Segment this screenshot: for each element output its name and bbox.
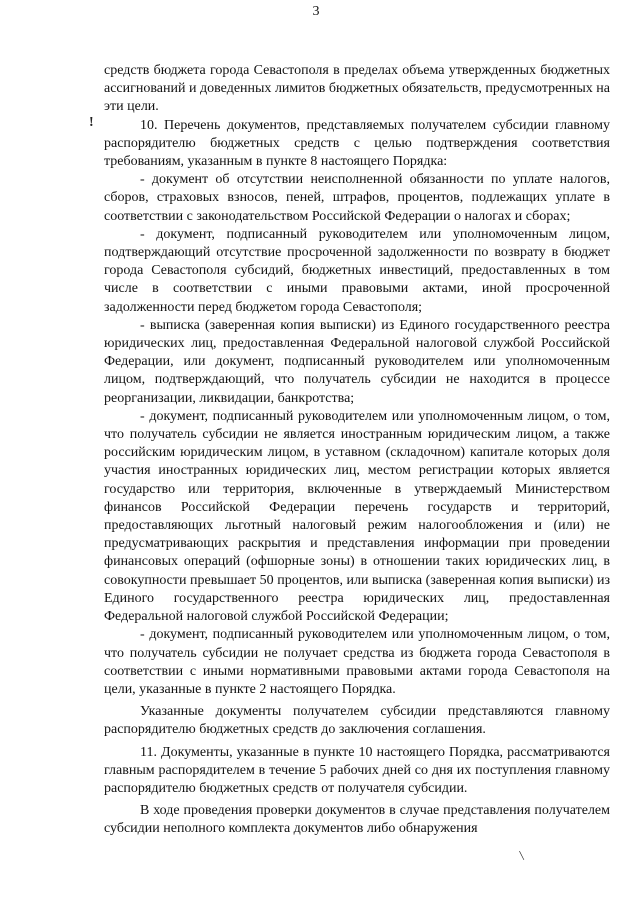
paragraph-documents-submission: Указанные документы получателем субсидии представляются главному распорядителю бюджетных средств до заключения соглашения.: [104, 704, 610, 738]
paragraph-item-10: 10. Перечень документов, представляемых получателем субсидии главному распорядителю бюджетных средств с целью подтверждения соответствия требованиям, указанным в пункте 8 настоящего Порядка:: [104, 117, 610, 170]
paragraph-continuation: средств бюджета города Севастополя в пределах объема утвержденных бюджетных ассигнований и доведенных лимитов бюджетных обязательств, предусмотренных на эти цели.: [104, 63, 610, 115]
list-item-registry-extract: - выписка (заверенная копия выписки) из Единого государственного реестра юридических лиц, предоставленная Федеральной налоговой службой Российской Федерации, или документ, подписанный руководителем или уполномоченным лицом, подтверждающий, что получатель субсидии не находится в процессе реорганизации, ликвидации, банкротства;: [104, 317, 610, 406]
scan-mark: \: [518, 848, 525, 865]
paragraph-item-11: 11. Документы, указанные в пункте 10 настоящего Порядка, рассматриваются главным распорядителем в течение 5 рабочих дней со дня их поступления главному распорядителю бюджетных средств от получателя субсидии.: [104, 744, 610, 796]
paragraph-verification: В ходе проведения проверки документов в случае представления получателем субсидии неполного комплекта документов либо обнаружения: [104, 803, 610, 837]
document-body: [104, 62, 610, 839]
list-item-foreign-entity-document: - документ, подписанный руководителем или уполномоченным лицом, о том, что получатель субсидии не является иностранным юридическим лицом, а также российским юридическим лицом, в уставном (складочном) капитале которых доля участия иностранных юридических лиц, местом регистрации которых является государство или территория, включенные в утверждаемый Министерством финансов Российской Федерации перечень государств и территорий, предоставляющих льготный налоговый режим налогообложения и (или) не предусматривающих раскрытия и представления информации при проведении финансовых операций (офшорные зоны) в отношении таких юридических лиц, в совокупности превышает 50 процентов, или выписка (заверенная копия выписки) из Единого государственного реестра юридических лиц, предоставленная Федеральной налоговой службой Российской Федерации;: [104, 408, 610, 625]
list-item-no-other-funds-document: - документ, подписанный руководителем или уполномоченным лицом, о том, что получатель субсидии не получает средства из бюджета города Севастополя в соответствии с иными нормативными правовыми актами города Севастополя на цели, указанные в пункте 2 настоящего Порядка.: [104, 627, 610, 697]
page-number: 3: [312, 4, 320, 19]
margin-mark: !: [89, 115, 94, 130]
list-item-no-debt-document: - документ, подписанный руководителем или уполномоченным лицом, подтверждающий отсутствие просроченной задолженности по возврату в бюджет города Севастополя субсидий, бюджетных инвестиций, предоставленных в том числе в соответствии с иными правовыми актами, иной просроченной задолженности перед бюджетом города Севастополя;: [104, 226, 610, 315]
list-item-tax-document: - документ об отсутствии неисполненной обязанности по уплате налогов, сборов, страховых взносов, пеней, штрафов, процентов, подлежащих уплате в соответствии с законодательством Российской Федерации о налогах и сборах;: [104, 172, 610, 224]
